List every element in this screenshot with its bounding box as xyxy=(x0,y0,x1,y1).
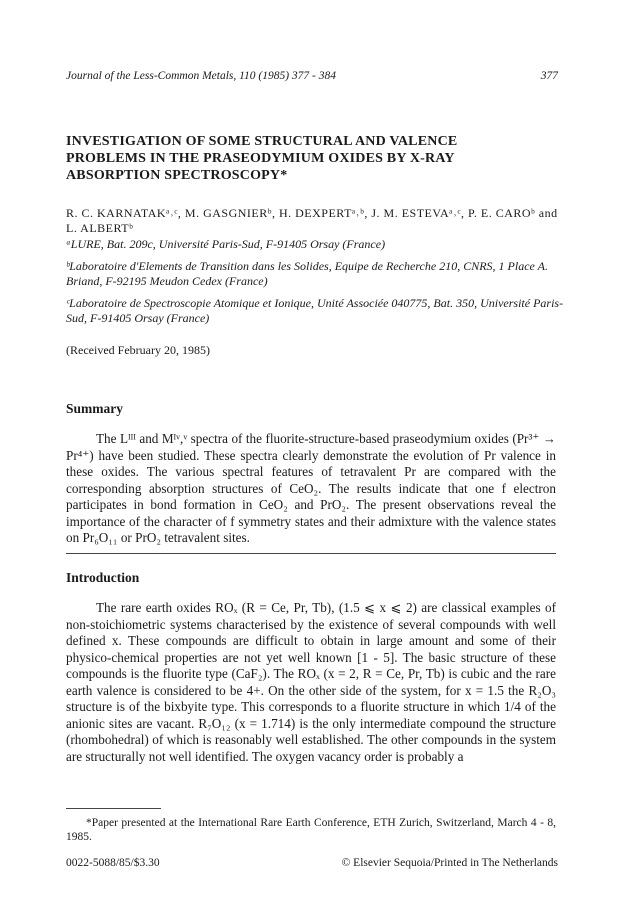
paper-title: INVESTIGATION OF SOME STRUCTURAL AND VALENCE PROBLEMS IN THE PRASEODYMIUM OXIDES BY X-RAY ABSORPTION SPECTROSCOPY* xyxy=(66,134,458,183)
section-divider xyxy=(66,553,556,554)
summary-heading: Summary xyxy=(66,401,123,416)
author-list: R. C. KARNATAKᵃ˒ᶜ, M. GASGNIERᵇ, H. DEXPERTᵃ˒ᵇ, J. M. ESTEVAᵃ˒ᶜ, P. E. CAROᵇ and L. ALBERTᵇ xyxy=(66,206,558,235)
summary-text: The Lᴵᴵᴵ and Mᴵᵛ,ᵛ spectra of the fluorite-structure-based praseodymium oxides (Pr³⁺ → Pr⁴⁺) have been studied. These spectra clearly demonstrate the evolution of Pr valence in these oxides. The various spectral features of tetravalent Pr are compared with the corresponding absorption structures of CeO₂. The results indicate that one f electron participates in bond formation in CeO₂ and PrO₂. The present observations reveal the importance of the character of f symmetry states and their admixture with the valence states on Pr₆O₁₁ or PrO₂ tetravalent sites. xyxy=(66,431,556,545)
footnote-divider xyxy=(66,808,161,809)
affiliation-a: ᵃLURE, Bat. 209c, Université Paris-Sud, F-91405 Orsay (France) xyxy=(66,237,386,251)
received-date: (Received February 20, 1985) xyxy=(66,343,210,357)
publisher-notice: © Elsevier Sequoia/Printed in The Netherlands xyxy=(341,857,558,869)
journal-citation: Journal of the Less-Common Metals, 110 (1985) 377 - 384 xyxy=(66,70,337,82)
page-footer xyxy=(66,857,558,869)
introduction-text: The rare earth oxides ROₓ (R = Ce, Pr, Tb), (1.5 ⩽ x ⩽ 2) are classical examples of non-stoichiometric systems characterised by the existence of several compounds with well defined x. These compounds are difficult to obtain in large amount and some of their physico-chemical properties are not yet well known [1 - 5]. The basic structure of these compounds is the fluorite type (CaF₂). The ROₓ (x = 2, R = Ce, Pr, Tb) is cubic and the rare earth valence is considered to be 4+. On the other side of the system, for x = 1.5 the R₂O₃ structure is of the bixbyite type. This corresponds to a fluorite structure in which 1/4 of the anionic sites are vacant. R₇O₁₂ (x = 1.714) is the only intermediate compound the structure (rhombohedral) of which is reasonably well established. The other compounds in the system are structurally not well identified. The oxygen vacancy order is probably a xyxy=(66,600,556,764)
affiliation-c: ᶜLaboratoire de Spectroscopie Atomique et Ionique, Unité Associée 040775, Bat. 350, Université Paris-Sud, F-91405 Orsay (France) xyxy=(66,296,564,325)
article-code: 0022-5088/85/$3.30 xyxy=(66,857,160,869)
affiliation-b: ᵇLaboratoire d'Elements de Transition dans les Solides, Equipe de Recherche 210, CNRS, 1 Place A. Briand, F-92195 Meudon Cedex (France) xyxy=(66,259,548,288)
running-header xyxy=(66,70,558,82)
footnote: *Paper presented at the International Rare Earth Conference, ETH Zurich, Switzerland, March 4 - 8, 1985. xyxy=(66,817,556,843)
introduction-heading: Introduction xyxy=(66,570,140,585)
page-number: 377 xyxy=(540,70,558,82)
